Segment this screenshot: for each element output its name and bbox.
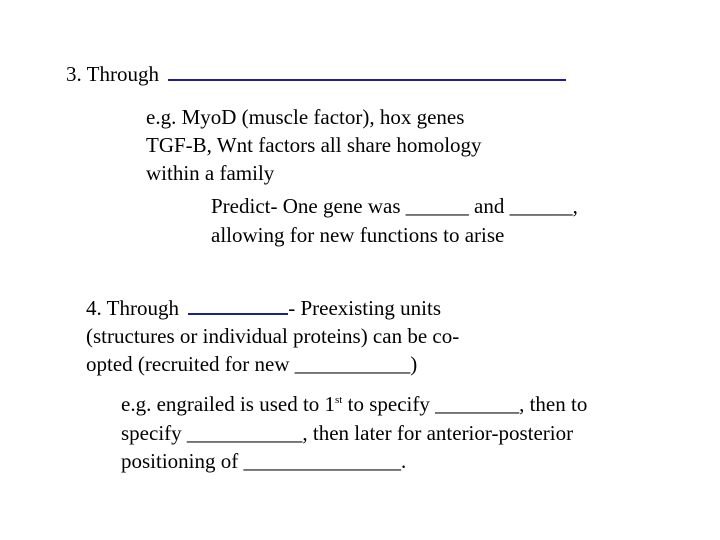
point4-example-line-1-end: to specify ________, then to	[342, 392, 588, 416]
point3-heading-line	[66, 60, 566, 88]
point3-example-line-1: e.g. MyoD (muscle factor), hox genes	[146, 105, 465, 129]
point4-example-line-1	[121, 390, 587, 418]
point3-example-line-3: within a family	[146, 161, 275, 185]
point3-heading: 3. Through	[66, 62, 159, 86]
point4-body-line-2: opted (recruited for new ___________)	[86, 352, 418, 376]
point3-predict-line-2: allowing for new functions to arise	[211, 223, 505, 247]
point4-heading-suffix: - Preexisting units	[288, 296, 442, 320]
point4-example-line-2: specify ___________, then later for anterior-posterior	[121, 421, 574, 445]
point4-body-line-1: (structures or individual proteins) can be co-	[86, 324, 460, 348]
point4-heading-line	[86, 294, 441, 322]
point3-example-line-2: TGF-B, Wnt factors all share homology	[146, 133, 482, 157]
point4-answer-blank	[188, 312, 288, 315]
point3-predict-line-1: Predict- One gene was ______ and ______,	[211, 194, 578, 218]
point4-heading-prefix: 4. Through	[86, 296, 179, 320]
point3-answer-blank	[168, 78, 566, 81]
ordinal-superscript: st	[335, 394, 343, 406]
point4-example-line-1-start: e.g. engrailed is used to 1	[121, 392, 336, 416]
point4-example-line-3: positioning of _______________.	[121, 449, 407, 473]
